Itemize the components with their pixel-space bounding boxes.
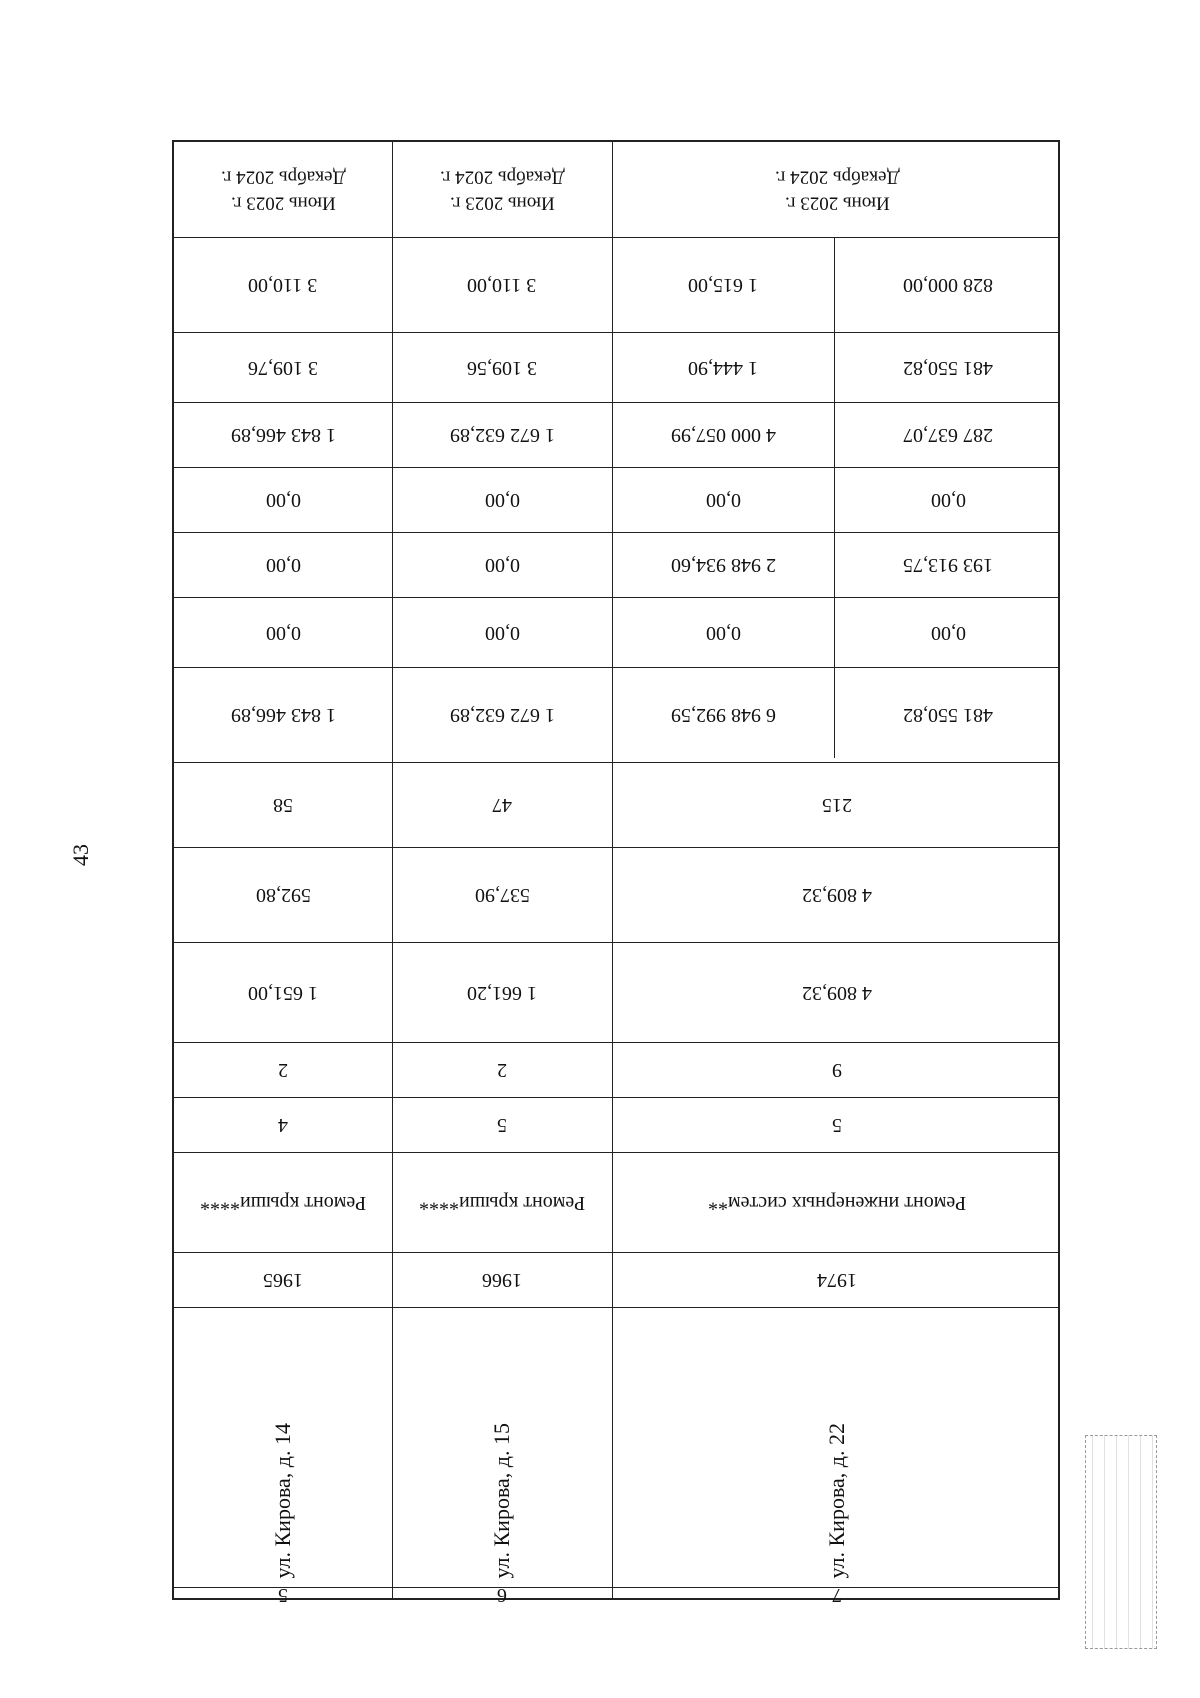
row5-c2-cell (174, 1042, 392, 1097)
row6-address-cell (392, 1307, 612, 1587)
row6-c1: 5 (497, 1114, 507, 1136)
row5-work-cell (174, 1152, 392, 1252)
data-table (172, 140, 1060, 1606)
row5-m6-cell (174, 332, 392, 402)
row7-m4a: 0,00 (705, 489, 741, 511)
row5-m5: 1 843 466,89 (230, 424, 336, 446)
row6-m6: 3 109,56 (467, 356, 537, 379)
row7-m5b-cell (834, 402, 1062, 467)
row6-number-cell (392, 1584, 612, 1606)
header-period: Июнь 2023 г. Декабрь 2024 г. (220, 166, 346, 214)
row7-m4b-cell (834, 467, 1062, 532)
row7-m5a: 4 000 057,99 (670, 424, 776, 446)
row7-c5-cell (612, 762, 1062, 847)
row6-c2-cell (392, 1042, 612, 1097)
row6-c5-cell (392, 762, 612, 847)
row5-number-cell (174, 1584, 392, 1606)
row6-m4-cell (392, 467, 612, 532)
row7-m2b-cell (834, 597, 1062, 667)
row7-m1a-cell (612, 667, 834, 762)
header-period: Июнь 2023 г. Декабрь 2024 г. (439, 166, 565, 214)
row6-work: Ремонт крыши**** (418, 1191, 586, 1214)
header-period: Июнь 2023 г. Декабрь 2024 г. (774, 166, 900, 214)
row5-c5-cell (174, 762, 392, 847)
row7-m1b-cell (834, 667, 1062, 762)
row7-m7a: 1 615,00 (688, 274, 758, 296)
row6-m3-cell (392, 532, 612, 597)
header-period-cell (174, 142, 392, 237)
row7-c3-cell (612, 942, 1062, 1042)
row6-c1-cell (392, 1097, 612, 1152)
row6-m2: 0,00 (484, 621, 520, 644)
row5-m2: 0,00 (265, 621, 301, 644)
row7-m7b-cell (834, 237, 1062, 332)
header-period-cell (612, 142, 1062, 237)
row7-address: ул. Кирова, д. 22 (824, 1423, 849, 1579)
row5-c1-cell (174, 1097, 392, 1152)
row7-year: 1974 (817, 1269, 857, 1291)
row7-c1: 5 (832, 1114, 842, 1136)
row7-c3: 4 809,32 (802, 981, 872, 1004)
row7-c5: 215 (822, 794, 852, 816)
row5-address: ул. Кирова, д. 14 (270, 1423, 295, 1579)
row6-m7: 3 110,00 (467, 274, 537, 296)
row6-m6-cell (392, 332, 612, 402)
row5-c3: 1 651,00 (248, 981, 318, 1004)
row7-work-cell (612, 1152, 1062, 1252)
header-period-cell (392, 142, 612, 237)
row6-c2: 2 (497, 1059, 507, 1081)
row7-m2a-cell (612, 597, 834, 667)
row7-m1a: 6 948 992,59 (670, 704, 776, 726)
row6-c4-cell (392, 847, 612, 942)
row7-m2b: 0,00 (930, 621, 966, 644)
row6-m1-cell (392, 667, 612, 762)
row5-year: 1965 (263, 1269, 303, 1291)
row7-m3b-cell (834, 532, 1062, 597)
row7-m7b: 828 000,00 (903, 274, 993, 296)
row7-c4: 4 809,32 (802, 884, 872, 906)
row6-c3-cell (392, 942, 612, 1042)
row6-year-cell (392, 1252, 612, 1307)
row6-m7-cell (392, 237, 612, 332)
row7-m6b-cell (834, 332, 1062, 402)
row5-work: Ремонт крыши**** (199, 1191, 367, 1214)
row5-m7-cell (174, 237, 392, 332)
row7-work: Ремонт инженерных систем** (707, 1191, 967, 1214)
row6-address: ул. Кирова, д. 15 (489, 1423, 514, 1579)
row7-m6a: 1 444,90 (688, 356, 758, 379)
row5-c1: 4 (278, 1114, 288, 1136)
row5-m7: 3 110,00 (248, 274, 318, 296)
row5-year-cell (174, 1252, 392, 1307)
row7-m5b: 287 637,07 (903, 424, 993, 446)
row5-c3-cell (174, 942, 392, 1042)
row6-c4: 537,90 (474, 884, 530, 906)
row6-c3: 1 661,20 (467, 981, 537, 1004)
row6-m2-cell (392, 597, 612, 667)
row6-c5: 47 (492, 794, 512, 816)
row5-m3-cell (174, 532, 392, 597)
row7-m3b: 193 913,75 (903, 554, 993, 576)
row7-m2a: 0,00 (705, 621, 741, 644)
scan-stamp (1085, 1435, 1157, 1649)
row6-work-cell (392, 1152, 612, 1252)
row7-m4a-cell (612, 467, 834, 532)
row5-c2: 2 (278, 1059, 288, 1081)
row7-m6a-cell (612, 332, 834, 402)
row7-m1b: 481 550,82 (903, 704, 993, 726)
row7-m3a-cell (612, 532, 834, 597)
row5-address-cell (174, 1307, 392, 1587)
row6-m1: 1 672 632,89 (449, 704, 555, 726)
row5-c5: 58 (273, 794, 293, 816)
row7-number-cell (612, 1584, 1062, 1606)
row5-m1-cell (174, 667, 392, 762)
row7-m4b: 0,00 (930, 489, 966, 511)
row7-m7a-cell (612, 237, 834, 332)
row5-m3: 0,00 (265, 554, 301, 576)
row5-m6: 3 109,76 (248, 356, 318, 379)
row6-year: 1966 (482, 1269, 522, 1291)
row6-m4: 0,00 (484, 489, 520, 511)
row7-m3a: 2 948 934,60 (670, 554, 776, 576)
row6-m5-cell (392, 402, 612, 467)
row5-m1: 1 843 466,89 (230, 704, 336, 726)
row7-c2: 9 (832, 1059, 842, 1081)
row7-m5a-cell (612, 402, 834, 467)
row5-c4-cell (174, 847, 392, 942)
page-number: 43 (68, 844, 93, 866)
row5-number: 5 (278, 1584, 288, 1606)
row7-c1-cell (612, 1097, 1062, 1152)
row7-m6b: 481 550,82 (903, 356, 993, 379)
row7-c2-cell (612, 1042, 1062, 1097)
row6-number: 6 (497, 1584, 507, 1606)
row5-m5-cell (174, 402, 392, 467)
row6-m5: 1 672 632,89 (449, 424, 555, 446)
row7-address-cell (612, 1307, 1062, 1587)
row6-m3: 0,00 (484, 554, 520, 576)
row7-c4-cell (612, 847, 1062, 942)
row5-m4-cell (174, 467, 392, 532)
row7-year-cell (612, 1252, 1062, 1307)
row5-m2-cell (174, 597, 392, 667)
row5-m4: 0,00 (265, 489, 301, 511)
row5-c4: 592,80 (255, 884, 311, 906)
row7-number: 7 (832, 1584, 842, 1606)
